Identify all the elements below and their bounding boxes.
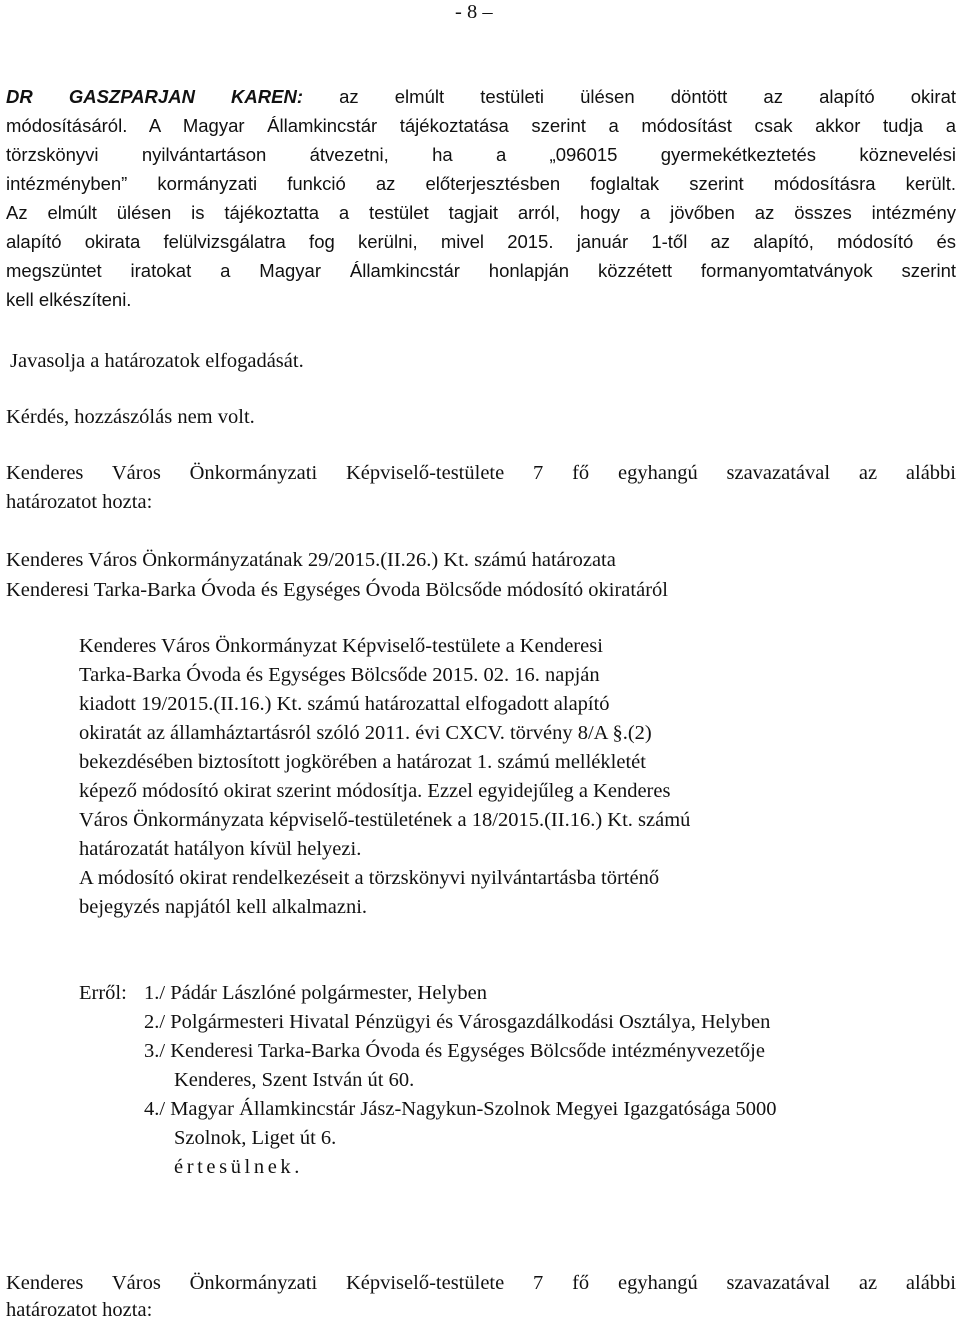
resolution-body-line: bekezdésében biztosított jogkörében a határozat 1. számú mellékletét (79, 751, 646, 773)
recipients-label: Erről: (79, 982, 127, 1004)
recipient-item: 1./ Pádár Lászlóné polgármester, Helyben (144, 982, 488, 1004)
recipient-address: Szolnok, Liget út 6. (174, 1127, 337, 1149)
resolution-body-line: Város Önkormányzata képviselő-testületének a 18/2015.(II.16.) Kt. számú (79, 809, 691, 831)
resolution-body-line: képező módosító okirat szerint módosítja. Ezzel egyidejűleg a Kenderes (79, 780, 671, 802)
vote-statement-line-2: határozatot hozta: (6, 491, 153, 513)
recipient-item: 3./ Kenderesi Tarka-Barka Óvoda és Egységes Bölcsőde intézményvezetője (144, 1040, 765, 1062)
resolution-title: Kenderes Város Önkormányzatának 29/2015.(II.26.) Kt. számú határozata (6, 549, 616, 571)
recipient-item: 2./ Polgármesteri Hivatal Pénzügyi és Városgazdálkodási Osztálya, Helyben (144, 1011, 771, 1033)
resolution-body-line: bejegyzés napjától kell alkalmazni. (79, 896, 368, 918)
intro-line-1-text: az elmúlt testületi ülésen döntött az alapító okirat (339, 86, 956, 107)
intro-line: törzskönyvi nyilvántartáson átvezetni, ha a „096015 gyermekétkeztetés köznevelési (6, 144, 956, 165)
page-number: - 8 – (455, 1, 493, 23)
resolution-body-line: kiadott 19/2015.(II.16.) Kt. számú határozattal elfogadott alapító (79, 693, 610, 715)
vote-statement-line-1: Kenderes Város Önkormányzati Képviselő-testülete 7 fő egyhangú szavazatával az alábbi (6, 462, 956, 484)
resolution-body-line: A módosító okirat rendelkezéseit a törzskönyvi nyilvántartásba történő (79, 867, 660, 889)
proposal-text: Javasolja a határozatok elfogadását. (10, 350, 304, 372)
speaker-name: DR GASZPARJAN KAREN: (6, 86, 303, 107)
resolution-body-line: okiratát az államháztartásról szóló 2011. évi CXCV. törvény 8/A §.(2) (79, 722, 652, 744)
intro-line: kell elkészíteni. (6, 289, 132, 310)
intro-line: megszüntet iratokat a Magyar Államkincstár honlapján közzétett formanyomtatványok szerint (6, 260, 956, 281)
recipient-item: 4./ Magyar Államkincstár Jász-Nagykun-Szolnok Megyei Igazgatósága 5000 (144, 1098, 777, 1120)
no-questions-text: Kérdés, hozzászólás nem volt. (6, 406, 255, 428)
vote-statement-2-line-1: Kenderes Város Önkormányzati Képviselő-testülete 7 fő egyhangú szavazatával az alábbi (6, 1272, 956, 1294)
intro-line-1 (6, 88, 956, 107)
notified-text: értesülnek. (174, 1156, 303, 1178)
intro-line: Az elmúlt ülésen is tájékoztatta a testület tagjait arról, hogy a jövőben az összes intézmény (6, 202, 956, 223)
intro-line: módosításáról. A Magyar Államkincstár tájékoztatása szerint a módosítást csak akkor tudja a (6, 115, 956, 136)
recipient-address: Kenderes, Szent István út 60. (174, 1069, 415, 1091)
resolution-body-line: határozatát hatályon kívül helyezi. (79, 838, 362, 860)
intro-line: alapító okirata felülvizsgálatra fog kerülni, mivel 2015. január 1-től az alapító, módosító és (6, 231, 956, 252)
vote-statement-2-line-2: határozatot hozta: (6, 1299, 153, 1321)
resolution-body-line: Tarka-Barka Óvoda és Egységes Bölcsőde 2015. 02. 16. napján (79, 664, 600, 686)
resolution-subject: Kenderesi Tarka-Barka Óvoda és Egységes Óvoda Bölcsőde módosító okiratáról (6, 579, 668, 601)
resolution-body-line: Kenderes Város Önkormányzat Képviselő-testülete a Kenderesi (79, 635, 603, 657)
intro-line: intézményben” kormányzati funkció az előterjesztésben foglaltak szerint módosításra került. (6, 173, 956, 194)
